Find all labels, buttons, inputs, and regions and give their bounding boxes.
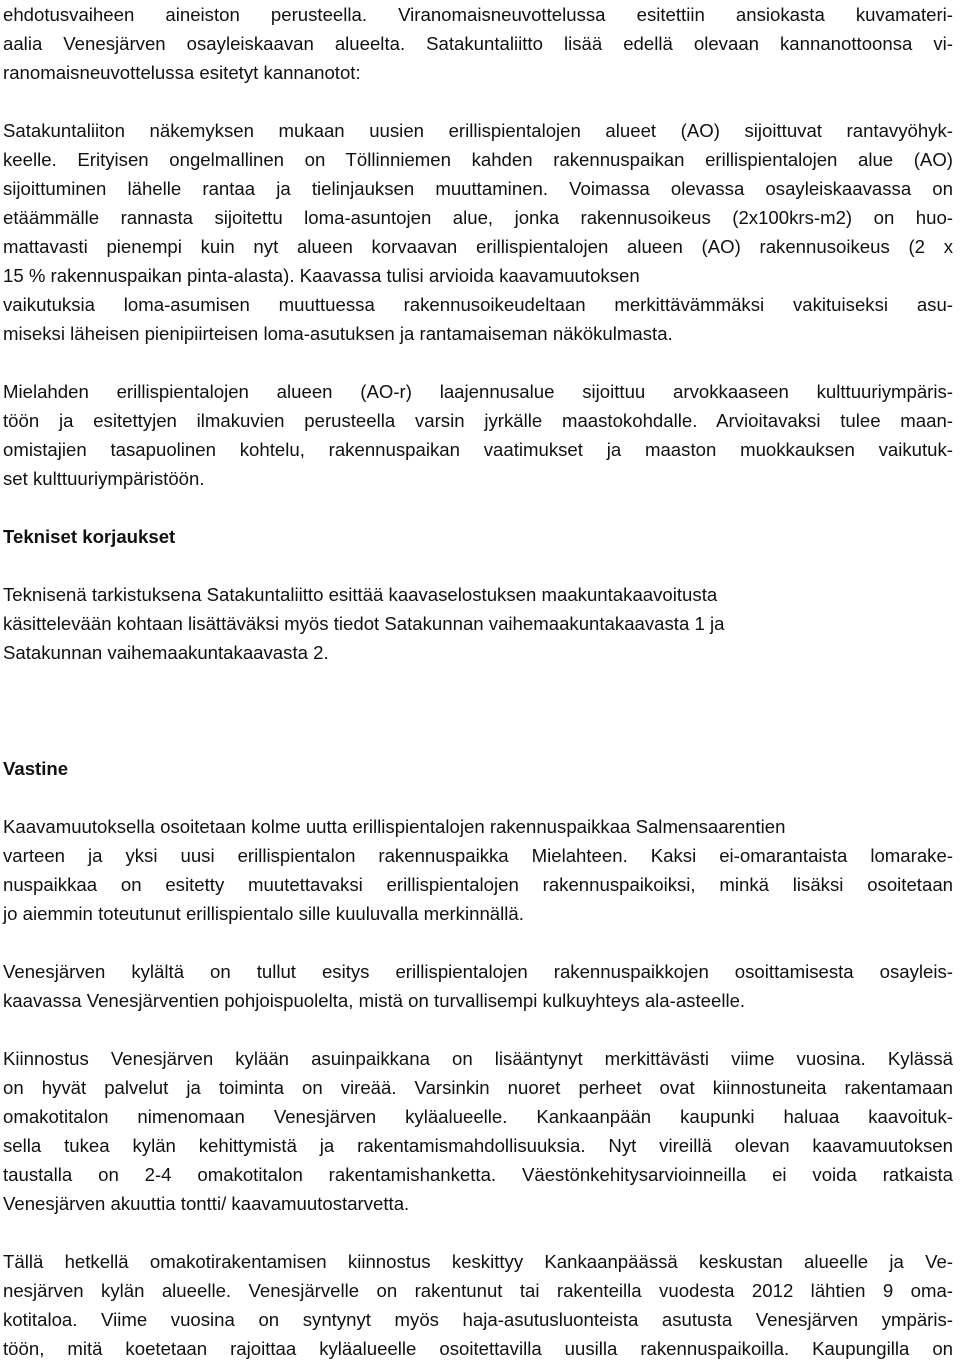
- body-line: Tällä hetkellä omakotirakentamisen kiinnostus keskittyy Kankaanpäässä keskustan alueelle ja Ve-: [3, 1251, 953, 1272]
- vastine-paragraph-1: [3, 812, 953, 928]
- body-line: sijoittuminen lähelle rantaa ja tielinjauksen muuttaminen. Voimassa olevassa osayleiskaavassa on: [3, 178, 953, 199]
- body-line: töön ja esitettyjen ilmakuvien perusteella varsin jyrkälle maastokohdalle. Arvioitavaksi tulee maan-: [3, 410, 953, 431]
- body-line: vaikutuksia loma-asumisen muuttuessa rakennusoikeudeltaan merkittävämmäksi vakituiseksi asu-: [3, 294, 953, 315]
- section-heading-tekniset-korjaukset: Tekniset korjaukset: [3, 526, 176, 547]
- body-line: omakotitalon nimenomaan Venesjärven kyläalueelle. Kankaanpään kaupunki haluaa kaavoituk-: [3, 1106, 953, 1127]
- body-line: on hyvät palvelut ja toiminta on vireää. Varsinkin nuoret perheet ovat kiinnostuneita rakentamaan: [3, 1077, 953, 1098]
- vastine-paragraph-2: [3, 957, 953, 1015]
- body-line: käsittelevään kohtaan lisättäväksi myös tiedot Satakunnan vaihemaakuntakaavasta 1 ja: [3, 613, 725, 634]
- body-line: sella tukea kylän kehittymistä ja rakentamismahdollisuuksia. Nyt vireillä olevan kaavamuutoksen: [3, 1135, 953, 1156]
- body-line: ranomaisneuvottelussa esitetyt kannanotot:: [3, 62, 361, 83]
- vastine-paragraph-4: [3, 1247, 953, 1363]
- intro-paragraph: [3, 0, 953, 87]
- body-line: taustalla on 2-4 omakotitalon rakentamishanketta. Väestönkehitysarvioinneilla ei voida ratkaista: [3, 1164, 953, 1185]
- body-line: Kaavamuutoksella osoitetaan kolme uutta erillispientalojen rakennuspaikkaa Salmensaarentien: [3, 816, 786, 837]
- body-line: set kulttuuriympäristöön.: [3, 468, 205, 489]
- body-line: ehdotusvaiheen aineiston perusteella. Viranomaisneuvottelussa esitettiin ansiokasta kuvamateri-: [3, 4, 953, 25]
- satakuntaliitto-statement-paragraph: [3, 116, 953, 348]
- body-line: etäämmälle rannasta sijoitettu loma-asuntojen alue, jonka rakennusoikeus (2x100krs-m2) on huo-: [3, 207, 953, 228]
- body-line: keelle. Erityisen ongelmallinen on Töllinniemen kahden rakennuspaikan erillispientalojen alue (AO): [3, 149, 953, 170]
- body-line: Satakunnan vaihemaakuntakaavasta 2.: [3, 642, 329, 663]
- body-line: töön, mitä koetetaan rajoittaa kyläalueelle osoitettavilla uusilla rakennuspaikoilla. Kaupungilla on: [3, 1338, 953, 1359]
- body-line: Venesjärven kylältä on tullut esitys erillispientalojen rakennuspaikkojen osoittamisesta osayleis-: [3, 961, 953, 982]
- body-line: Satakuntaliiton näkemyksen mukaan uusien erillispientalojen alueet (AO) sijoittuvat rantavyöhyk-: [3, 120, 953, 141]
- body-line: Teknisenä tarkistuksena Satakuntaliitto esittää kaavaselostuksen maakuntakaavoitusta: [3, 584, 718, 605]
- body-line: varteen ja yksi uusi erillispientalon rakennuspaikka Mielahteen. Kaksi ei-omarantaista lomarake-: [3, 845, 953, 866]
- body-line: nesjärven kylän alueelle. Venesjärvelle on rakentunut tai rakenteilla vuodesta 2012 lähtien 9 oma-: [3, 1280, 953, 1301]
- body-line: Venesjärven akuuttia tontti/ kaavamuutostarvetta.: [3, 1193, 410, 1214]
- body-line: omistajien tasapuolinen kohtelu, rakennuspaikan vaatimukset ja maaston muokkauksen vaikutuk-: [3, 439, 953, 460]
- body-line: miseksi läheisen pienipiirteisen loma-asutuksen ja rantamaiseman näkökulmasta.: [3, 323, 673, 344]
- body-line: Mielahden erillispientalojen alueen (AO-r) laajennusalue sijoittuu arvokkaaseen kulttuuriympäris-: [3, 381, 953, 402]
- body-line: Kiinnostus Venesjärven kylään asuinpaikkana on lisääntynyt merkittävästi viime vuosina. Kylässä: [3, 1048, 953, 1069]
- technical-corrections-paragraph: [3, 580, 953, 667]
- body-line: kotitaloa. Viime vuosina on syntynyt myös haja-asutusluonteista asutusta Venesjärven ympäris-: [3, 1309, 953, 1330]
- mielahti-paragraph: [3, 377, 953, 493]
- body-line: jo aiemmin toteutunut erillispientalo sille kuuluvalla merkinnällä.: [3, 903, 524, 924]
- body-line: aalia Venesjärven osayleiskaavan alueelta. Satakuntaliitto lisää edellä olevaan kannanottoonsa vi-: [3, 33, 953, 54]
- vastine-paragraph-3: [3, 1044, 953, 1218]
- body-line: nuspaikkaa on esitetty muutettavaksi erillispientalojen rakennuspaikoiksi, minkä lisäksi osoitetaan: [3, 874, 953, 895]
- section-heading-vastine: Vastine: [3, 758, 69, 779]
- body-line: kaavassa Venesjärventien pohjoispuolelta, mistä on turvallisempi kulkuyhteys ala-asteelle.: [3, 990, 746, 1011]
- body-line: 15 % rakennuspaikan pinta-alasta). Kaavassa tulisi arvioida kaavamuutoksen: [3, 265, 640, 286]
- document-page: [3, 0, 953, 1363]
- body-line: mattavasti pienempi kuin nyt alueen korvaavan erillispientalojen alueen (AO) rakennusoikeus (2 x: [3, 236, 953, 257]
